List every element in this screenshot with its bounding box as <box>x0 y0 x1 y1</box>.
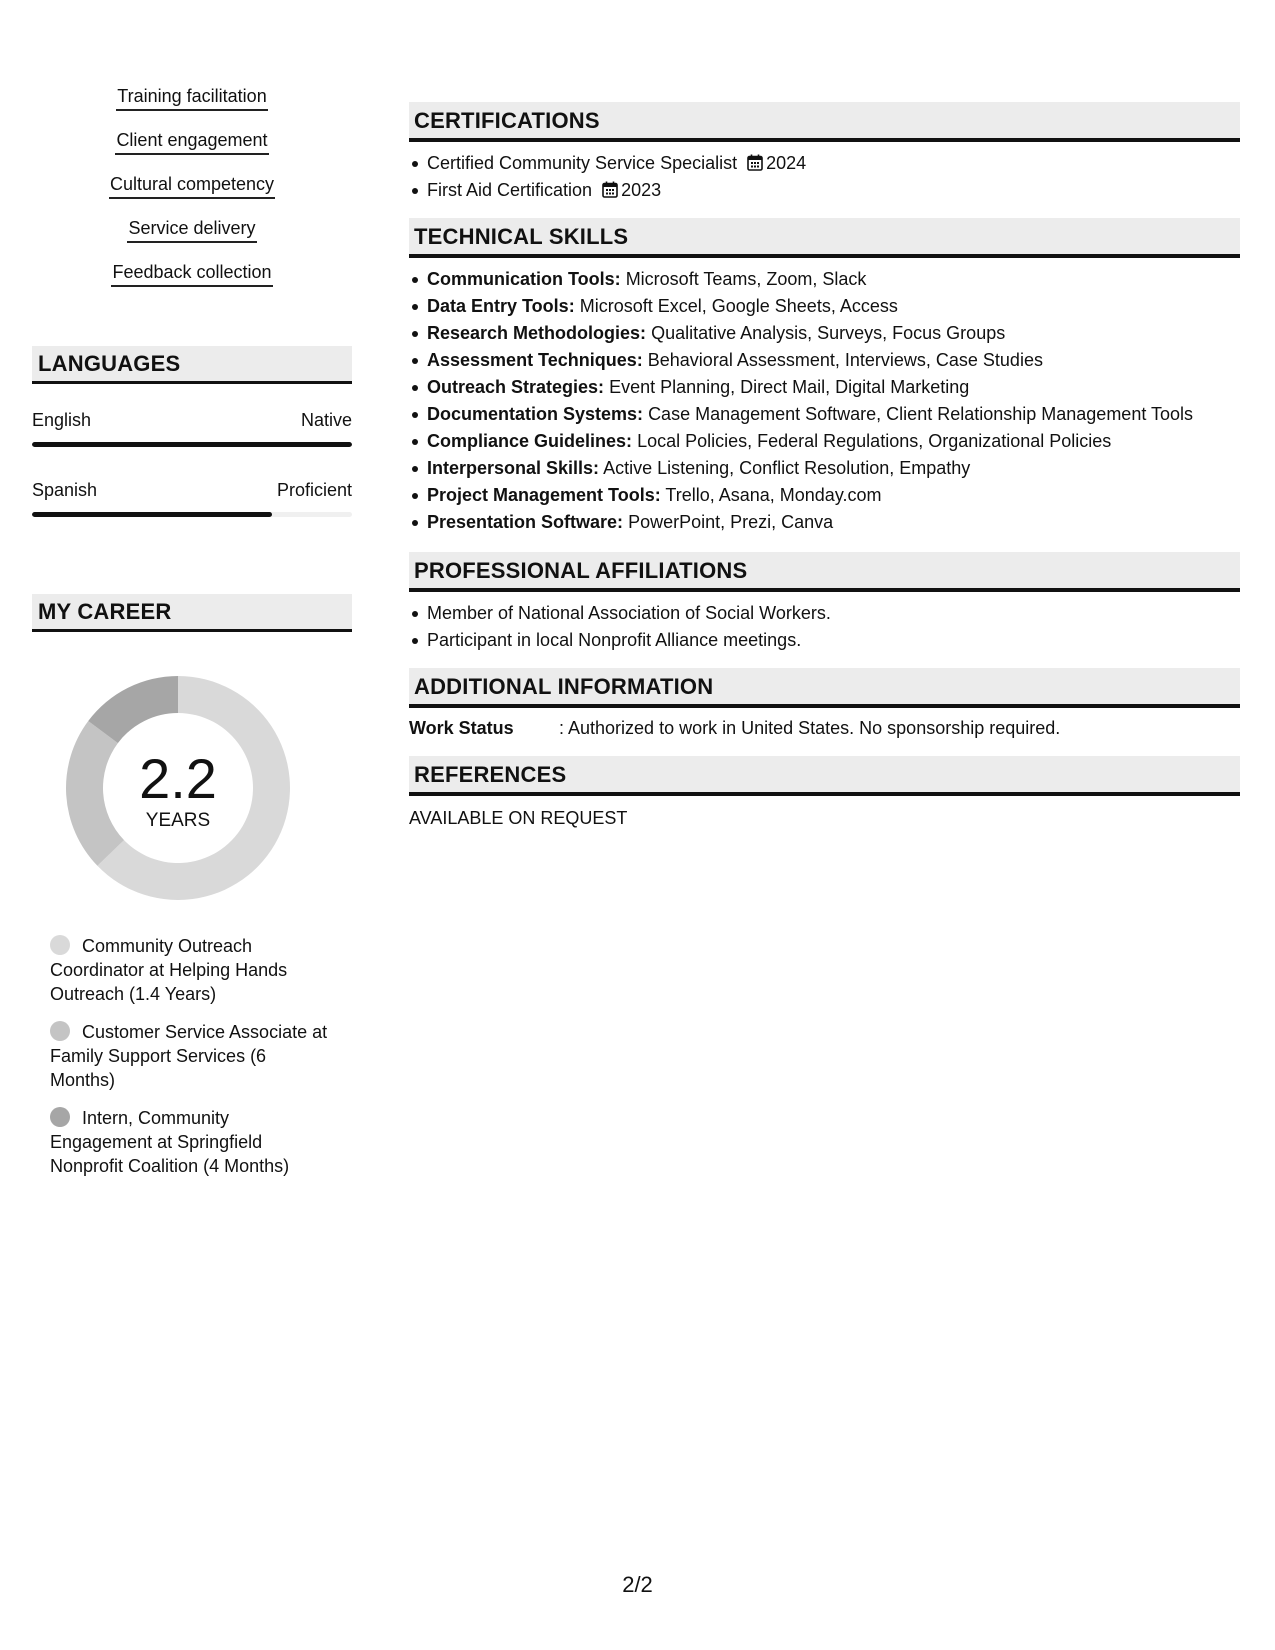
language-level-bar <box>32 512 352 517</box>
certification-year: 2023 <box>621 180 662 200</box>
technical-skill-value: Trello, Asana, Monday.com <box>665 485 882 505</box>
career-legend-label: Intern, Community Engagement at Springfield Nonprofit Coalition (4 Months) <box>50 1108 290 1176</box>
career-header <box>32 594 352 632</box>
career-legend-label: Community Outreach Coordinator at Helping Hands Outreach (1.4 Years) <box>50 936 288 1004</box>
skills-list <box>32 84 352 304</box>
affiliations-list <box>409 600 1240 654</box>
calendar-icon <box>747 154 763 171</box>
skill-tag: Cultural competency <box>109 172 275 199</box>
language-level: Native <box>300 410 352 430</box>
section-title: CERTIFICATIONS <box>414 108 600 133</box>
affiliation-item: Participant in local Nonprofit Alliance meetings. <box>427 627 1240 654</box>
technical-skills-list <box>409 266 1240 536</box>
certification-name: First Aid Certification <box>427 180 593 200</box>
certification-year: 2024 <box>766 153 807 173</box>
technical-skill-value: Microsoft Excel, Google Sheets, Access <box>579 296 898 316</box>
section-header <box>409 756 1240 796</box>
technical-skill-label: Documentation Systems: <box>427 404 644 424</box>
language-level-fill <box>32 512 272 517</box>
technical-skill-item <box>427 482 1240 509</box>
language-level-bar <box>32 442 352 447</box>
skill-tag: Feedback collection <box>111 260 272 287</box>
technical-skill-label: Research Methodologies: <box>427 323 647 343</box>
career-legend-item <box>50 1020 330 1092</box>
technical-skill-item <box>427 266 1240 293</box>
legend-dot-icon <box>50 1021 70 1041</box>
technical-skill-label: Presentation Software: <box>427 512 624 532</box>
technical-skill-item <box>427 509 1240 536</box>
technical-skill-value: Qualitative Analysis, Surveys, Focus Groups <box>651 323 1006 343</box>
technical-skill-value: Behavioral Assessment, Interviews, Case Studies <box>647 350 1043 370</box>
technical-skill-item <box>427 347 1240 374</box>
career-legend <box>50 934 330 1192</box>
career-donut-chart <box>66 676 290 900</box>
career-legend-label: Customer Service Associate at Family Support Services (6 Months) <box>50 1022 328 1090</box>
language-name: English <box>32 410 92 430</box>
section-title: ADDITIONAL INFORMATION <box>414 674 714 699</box>
technical-skill-label: Data Entry Tools: <box>427 296 575 316</box>
technical-skill-item <box>427 455 1240 482</box>
legend-dot-icon <box>50 935 70 955</box>
language-level: Proficient <box>276 480 352 500</box>
certification-item <box>427 177 1240 204</box>
technical-skill-item <box>427 293 1240 320</box>
affiliations-section <box>409 552 1240 654</box>
section-title: PROFESSIONAL AFFILIATIONS <box>414 558 748 583</box>
affiliation-item: Member of National Association of Social Workers. <box>427 600 1240 627</box>
technical-skill-label: Communication Tools: <box>427 269 621 289</box>
technical-skill-value: Event Planning, Direct Mail, Digital Marketing <box>609 377 970 397</box>
skill-tag: Service delivery <box>127 216 256 243</box>
certification-name: Certified Community Service Specialist <box>427 153 738 173</box>
certification-item <box>427 150 1240 177</box>
additional-information-section <box>409 668 1240 740</box>
section-title: TECHNICAL SKILLS <box>414 224 629 249</box>
section-header <box>409 218 1240 258</box>
technical-skill-label: Interpersonal Skills: <box>427 458 600 478</box>
technical-skill-value: PowerPoint, Prezi, Canva <box>628 512 834 532</box>
certifications-section <box>409 102 1240 204</box>
technical-skill-label: Project Management Tools: <box>427 485 661 505</box>
technical-skills-section <box>409 218 1240 536</box>
section-header <box>409 102 1240 142</box>
work-status-value: : Authorized to work in United States. No sponsorship required. <box>559 718 1061 738</box>
technical-skill-item <box>427 320 1240 347</box>
career-legend-item <box>50 934 330 1006</box>
technical-skill-value: Case Management Software, Client Relationship Management Tools <box>648 404 1194 424</box>
technical-skill-item <box>427 428 1240 455</box>
work-status-label: Work Status <box>409 718 514 738</box>
legend-dot-icon <box>50 1107 70 1127</box>
technical-skill-label: Assessment Techniques: <box>427 350 643 370</box>
references-text: AVAILABLE ON REQUEST <box>409 808 628 828</box>
technical-skill-value: Active Listening, Conflict Resolution, Empathy <box>603 458 971 478</box>
technical-skill-value: Microsoft Teams, Zoom, Slack <box>625 269 867 289</box>
work-status-row <box>409 716 1240 740</box>
language-name: Spanish <box>32 480 98 500</box>
technical-skill-label: Compliance Guidelines: <box>427 431 633 451</box>
calendar-icon <box>602 181 618 198</box>
section-header <box>409 668 1240 708</box>
career-legend-item <box>50 1106 330 1178</box>
section-title: REFERENCES <box>414 762 567 787</box>
references-section <box>409 756 1240 830</box>
technical-skill-value: Local Policies, Federal Regulations, Organizational Policies <box>637 431 1112 451</box>
skill-tag: Training facilitation <box>116 84 267 111</box>
languages-title: LANGUAGES <box>38 351 181 376</box>
section-header <box>409 552 1240 592</box>
language-level-fill <box>32 442 352 447</box>
page-number: 2/2 <box>622 1572 653 1597</box>
career-total-unit: YEARS <box>145 810 211 831</box>
technical-skill-label: Outreach Strategies: <box>427 377 605 397</box>
certifications-list <box>409 150 1240 204</box>
career-title: MY CAREER <box>38 599 172 624</box>
technical-skill-item <box>427 374 1240 401</box>
skill-tag: Client engagement <box>115 128 268 155</box>
technical-skill-item <box>427 401 1240 428</box>
languages-header <box>32 346 352 384</box>
career-total-years: 2.2 <box>139 747 217 810</box>
